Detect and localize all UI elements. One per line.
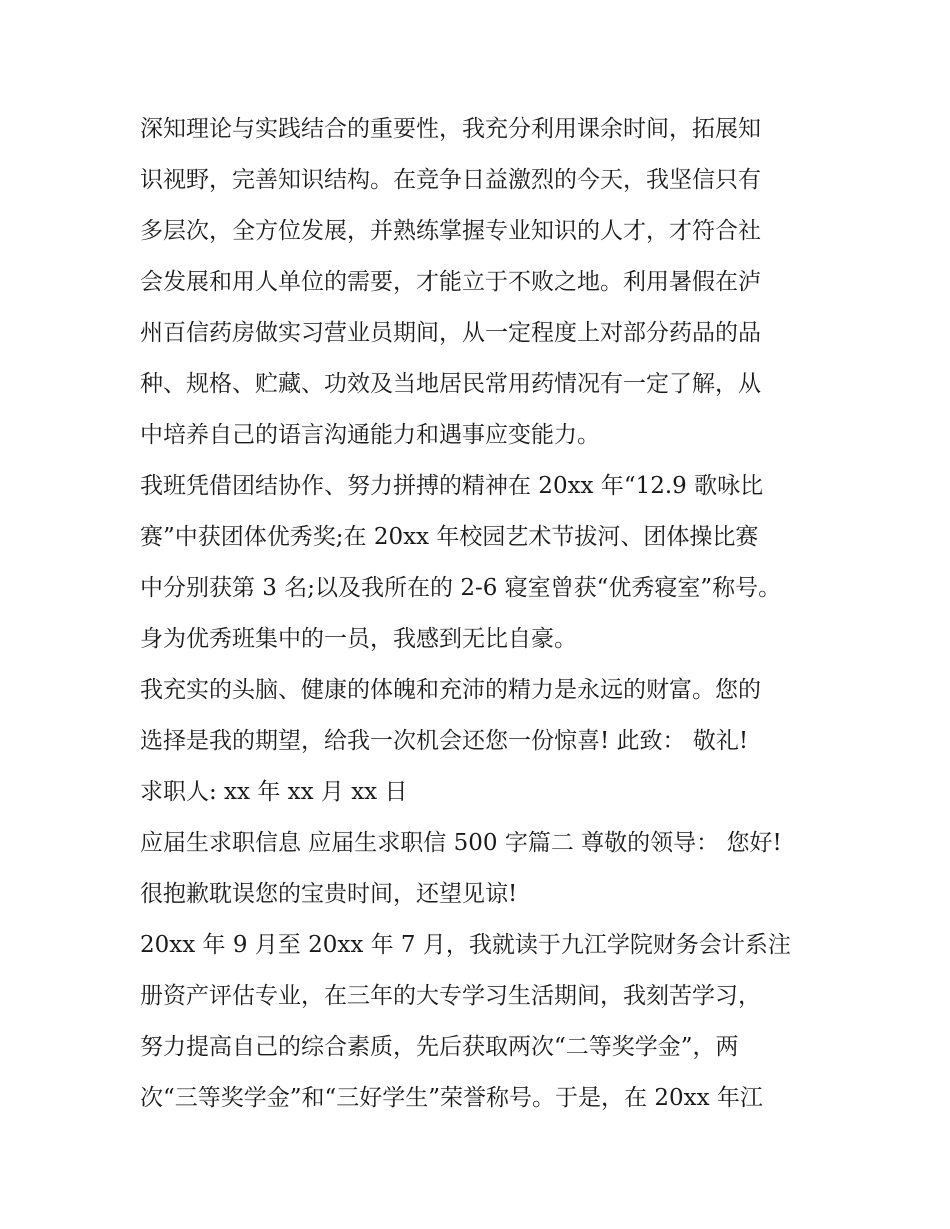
text-line: 应届生求职信息 应届生求职信 500 字篇二 尊敬的领导： 您好! <box>140 830 782 856</box>
text-line: 识视野，完善知识结构。在竞争日益激烈的今天，我坚信只有 <box>140 167 761 193</box>
text-line: 深知理论与实践结合的重要性，我充分利用课余时间，拓展知 <box>140 116 761 142</box>
text-line: 州百信药房做实习营业员期间，从一定程度上对部分药品的品 <box>140 320 761 346</box>
text-line: 我班凭借团结协作、努力拼搏的精神在 20xx 年“12.9 歌咏比 <box>140 473 764 499</box>
text-line: 身为优秀班集中的一员，我感到无比自豪。 <box>140 626 577 652</box>
text-line: 种、规格、贮藏、功效及当地居民常用药情况有一定了解，从 <box>140 371 761 397</box>
document-body <box>140 104 820 1124</box>
text-line: 赛”中获团体优秀奖;在 20xx 年校园艺术节拔河、团体操比赛 <box>140 524 759 550</box>
signature-line: 求职人: xx 年 xx 月 xx 日 <box>140 779 408 805</box>
text-line: 选择是我的期望，给我一次机会还您一份惊喜! 此致： 敬礼! <box>140 728 749 754</box>
text-line: 册资产评估专业，在三年的大专学习生活期间，我刻苦学习， <box>140 983 761 1009</box>
text-line: 中培养自己的语言沟通能力和遇事应变能力。 <box>140 422 600 448</box>
text-line: 中分别获第 3 名;以及我所在的 2-6 寝室曾获“优秀寝室”称号。 <box>140 575 782 601</box>
text-line: 会发展和用人单位的需要，才能立于不败之地。利用暑假在泸 <box>140 269 761 295</box>
text-line: 努力提高自己的综合素质，先后获取两次“二等奖学金”，两 <box>140 1034 739 1060</box>
text-line: 20xx 年 9 月至 20xx 年 7 月，我就读于九江学院财务会计系注 <box>140 932 791 958</box>
text-line: 多层次，全方位发展，并熟练掌握专业知识的人才，才符合社 <box>140 218 761 244</box>
text-line: 次“三等奖学金”和“三好学生”荣誉称号。于是，在 20xx 年江 <box>140 1085 763 1111</box>
text-line: 很抱歉耽误您的宝贵时间，还望见谅! <box>140 881 518 907</box>
text-line: 我充实的头脑、健康的体魄和充沛的精力是永远的财富。您的 <box>140 677 761 703</box>
